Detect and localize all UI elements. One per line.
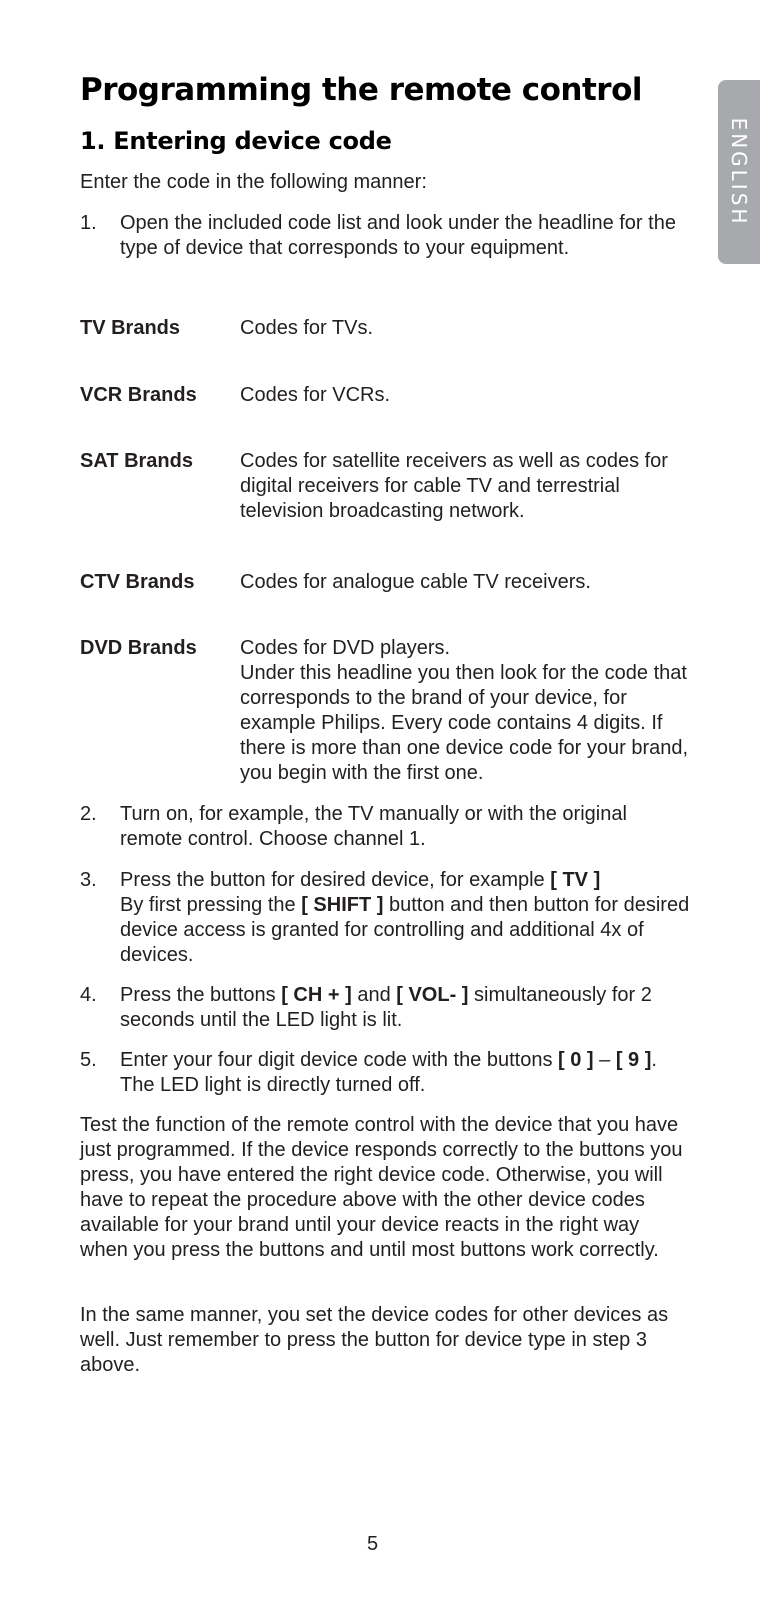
test-paragraph: Test the function of the remote control with the device that you have just programmed. If the device responds correctly to the buttons you press, you have entered the right device code. Otherwise, you will have to repeat the procedure above with the other device codes available for your brand until your device reacts in the right way when you press the buttons and until most buttons work correctly. xyxy=(80,1114,683,1261)
step-text: Open the included code list and look under the headline for the type of device that corresponds to your equipment. xyxy=(120,212,676,259)
step-number: 3. xyxy=(80,869,97,891)
brand-description: Codes for VCRs. xyxy=(240,384,391,406)
brand-row-sat xyxy=(80,449,690,524)
step-text-part: button and then button for desired device access is granted for controlling and additional 4x of devices. xyxy=(120,894,690,966)
tv-key-label: [ TV ] xyxy=(550,869,601,891)
step-text xyxy=(120,868,690,968)
key-9-label: [ 9 ] xyxy=(615,1049,652,1071)
ch-plus-key-label: [ CH + ] xyxy=(281,984,352,1006)
step-5 xyxy=(80,1048,690,1098)
step-3 xyxy=(80,868,690,968)
vol-minus-key-label: [ VOL- ] xyxy=(396,984,469,1006)
brand-name: TV Brands xyxy=(80,317,181,339)
step-1 xyxy=(80,211,690,261)
brand-row-tv xyxy=(80,316,690,341)
step-number: 2. xyxy=(80,803,97,825)
step-2 xyxy=(80,802,690,852)
step-number: 4. xyxy=(80,984,97,1006)
brand-description: Codes for satellite receivers as well as codes for digital receivers for cable TV and terrestrial television broadcasting network. xyxy=(240,450,668,522)
brand-description-detail: Under this headline you then look for the code that corresponds to the brand of your device, for example Philips. Every code contains 4 digits. If there is more than one device code for your brand, you begin with the first one. xyxy=(240,662,689,784)
brand-name: CTV Brands xyxy=(80,571,195,593)
brand-description-line: Codes for DVD players. xyxy=(240,637,451,659)
page-number: 5 xyxy=(366,1533,379,1555)
step-text-part: simultaneously for 2 seconds until the LED light is lit. xyxy=(120,984,652,1031)
brand-row-dvd xyxy=(80,636,690,786)
step-number: 1. xyxy=(80,212,97,234)
step-text xyxy=(120,1048,690,1098)
brand-name: DVD Brands xyxy=(80,637,197,659)
step-text: Turn on, for example, the TV manually or with the original remote control. Choose channel 1. xyxy=(120,803,627,850)
step-text-part: The LED light is directly turned off. xyxy=(120,1074,426,1096)
intro-text: Enter the code in the following manner: xyxy=(80,171,427,193)
brand-name: SAT Brands xyxy=(80,450,193,472)
step-4 xyxy=(80,983,690,1033)
closing-paragraph: In the same manner, you set the device codes for other devices as well. Just remember to press the button for device type in step 3 above. xyxy=(80,1304,669,1376)
brand-description: Codes for TVs. xyxy=(240,317,374,339)
brand-row-vcr xyxy=(80,383,690,408)
key-0-label: [ 0 ] xyxy=(558,1049,594,1071)
brand-name: VCR Brands xyxy=(80,384,197,406)
step-text-part: By first pressing the xyxy=(120,894,302,916)
page-title: Programming the remote control xyxy=(80,72,643,108)
step-text-part: and xyxy=(351,984,397,1006)
step-text-part: Enter your four digit device code with the buttons xyxy=(120,1049,559,1071)
brand-row-ctv xyxy=(80,570,690,595)
step-text xyxy=(120,983,690,1033)
language-tab xyxy=(718,80,760,264)
shift-key-label: [ SHIFT ] xyxy=(301,894,384,916)
step-number: 5. xyxy=(80,1049,97,1071)
step-text-part: – xyxy=(593,1049,616,1071)
step-text-part: Press the button for desired device, for example xyxy=(120,869,551,891)
brand-description xyxy=(240,636,690,786)
section-heading: 1. Entering device code xyxy=(80,127,392,155)
step-text-part: . xyxy=(651,1049,657,1071)
step-text-part: Press the buttons xyxy=(120,984,282,1006)
brand-description: Codes for analogue cable TV receivers. xyxy=(240,571,591,593)
language-tab-label: ENGLISH xyxy=(727,117,751,227)
